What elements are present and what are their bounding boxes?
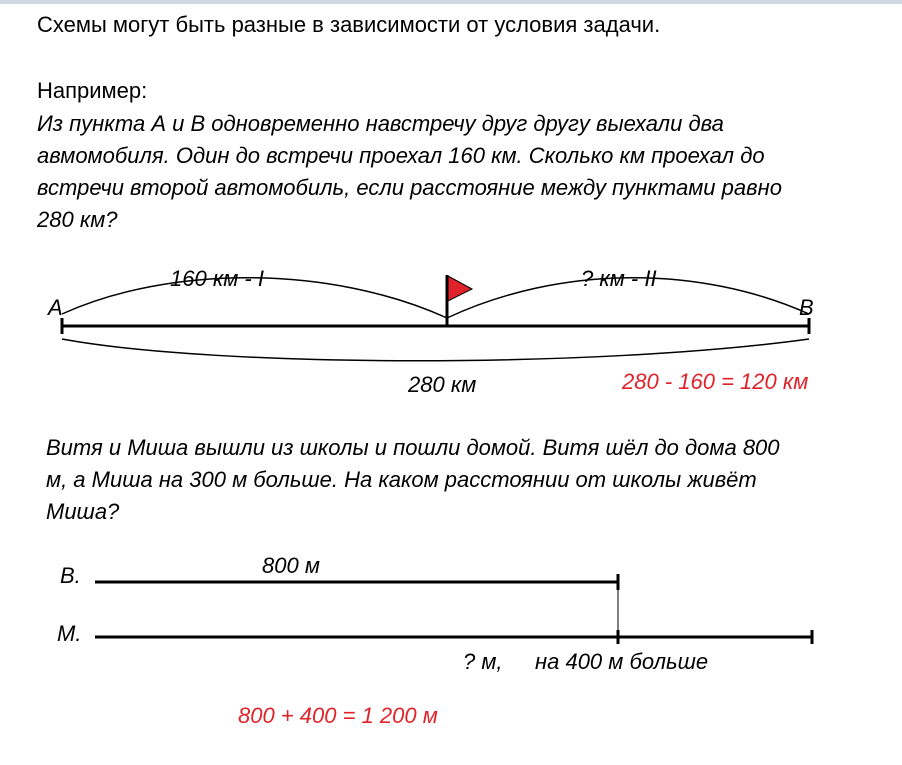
task1-line: Из пункта А и В одновременно навстречу друг другу выехали два <box>37 111 724 136</box>
intro-text: Схемы могут быть разные в зависимости от условия задачи. <box>37 12 661 37</box>
point-b-label: В <box>799 295 814 320</box>
solution-1: 280 - 160 = 120 км <box>622 369 809 394</box>
total-label: 280 км <box>408 372 477 397</box>
m-more-label: на 400 м больше <box>535 649 709 674</box>
task1-line: авмомобиля. Один до встречи проехал 160 км. Сколько км проехал до <box>37 143 765 168</box>
task1-line: встречи второй автомобиль, если расстояние между пунктами равно <box>37 175 782 200</box>
solution-2: 800 + 400 = 1 200 м <box>238 703 438 728</box>
point-a-label: А <box>48 295 63 320</box>
m-unknown-label: ? м, <box>463 649 503 674</box>
label-v: В. <box>60 563 81 588</box>
label-m: М. <box>57 621 82 646</box>
task2-line: м, а Миша на 300 м больше. На каком расстоянии от школы живёт <box>46 467 757 492</box>
example-label: Например: <box>37 78 148 103</box>
task2-line: Витя и Миша вышли из школы и пошли домой. Витя шёл до дома 800 <box>46 435 780 460</box>
v-distance-label: 800 м <box>262 553 320 578</box>
task2-line: Миша? <box>46 499 120 524</box>
part2-label: ? км - II <box>581 266 657 291</box>
part1-label: 160 км - I <box>170 266 264 291</box>
task1-line: 280 км? <box>37 207 118 232</box>
